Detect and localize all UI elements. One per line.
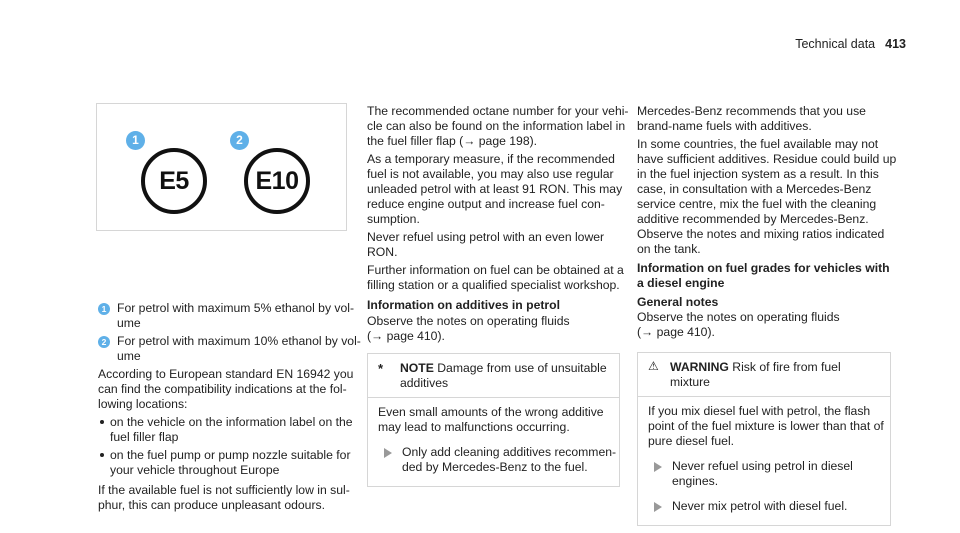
warning-action-item: Never refuel using petrol in diesel engines. <box>648 459 880 489</box>
intro-paragraph: According to European standard EN 16942 you can find the compatibility indications at the fol- lowing locations: <box>98 367 354 411</box>
legend-badge-2: 2 <box>98 336 110 348</box>
callout-badge-1: 1 <box>126 131 145 150</box>
legend-item-1: 1 For petrol with maximum 5% ethanol by vol- ume <box>98 301 358 331</box>
brand-fuel-paragraph: Mercedes-Benz recommends that you use brand-name fuels with additives. <box>637 104 866 133</box>
note-action-item: Only add cleaning additives recommen- ded by Mercedes-Benz to the fuel. <box>378 445 609 475</box>
column-2 <box>367 104 627 487</box>
note-label: NOTE <box>400 361 434 375</box>
list-item: on the vehicle on the information label on the fuel filler flap <box>98 415 358 445</box>
section-title: Technical data <box>795 37 876 51</box>
operating-fluids-paragraph: Observe the notes on operating fluids (→ page 410). <box>367 314 570 343</box>
warning-triangle-icon: ⚠ <box>648 359 659 373</box>
e5-fuel-label-icon <box>141 148 207 214</box>
page-header <box>795 37 906 51</box>
list-item: on the fuel pump or pump nozzle suitable for your vehicle throughout Europe <box>98 448 358 478</box>
e10-fuel-label-icon <box>244 148 310 214</box>
warning-box <box>637 352 891 526</box>
ron-paragraph: Never refuel using petrol with an even lower RON. <box>367 230 605 259</box>
note-body: Even small amounts of the wrong additive may lead to malfunctions occurring. Only add cleaning additives recommen- ded by Mercedes-Benz to the fuel. <box>378 405 617 474</box>
additives-heading: Information on additives in petrol <box>367 298 560 312</box>
warning-title: Risk of fire from fuel mixture <box>670 360 841 389</box>
further-info-paragraph: Further information on fuel can be obtained at a filling station or a qualified specialist workshop. <box>367 263 624 292</box>
legend-badge-1: 1 <box>98 303 110 315</box>
column-3 <box>637 104 897 526</box>
octane-paragraph: The recommended octane number for your vehi- cle can also be found on the information label in the fuel filler flap (→ page 198). <box>367 104 629 148</box>
page-number: 413 <box>885 37 906 51</box>
e10-label-text: E10 <box>255 166 299 195</box>
countries-paragraph: In some countries, the fuel available may not have sufficient additives. Residue could build up in the fuel injection system as a result. In this case, in consultation with a Mercedes-Benz service centre, mix the fuel with the cleaning additive recommended by Mercedes-Benz. Observe the notes and mixing ratios indicated on the tank. <box>637 137 897 256</box>
diesel-heading: Information on fuel grades for vehicles with a diesel engine <box>637 261 890 290</box>
fuel-label-figure <box>96 103 347 231</box>
warning-body: If you mix diesel fuel with petrol, the flash point of the fuel mixture is lower than that of pure diesel fuel. Never refuel using petrol in diesel engines. Never mix petrol with diesel fuel. <box>648 404 884 513</box>
warning-label: WARNING <box>670 360 729 374</box>
note-header <box>368 354 619 398</box>
note-asterisk-icon: * <box>378 361 384 376</box>
diesel-operating-fluids-paragraph: Observe the notes on operating fluids (→ page 410). <box>637 310 840 339</box>
callout-badge-2: 2 <box>230 131 249 150</box>
sulphur-paragraph: If the available fuel is not sufficiently low in sul- phur, this can produce unpleasant odours. <box>98 483 350 512</box>
column-1 <box>98 301 361 516</box>
note-box <box>367 353 620 487</box>
legend-item-2: 2 For petrol with maximum 10% ethanol by vol- ume <box>98 334 358 364</box>
note-title-line: additives <box>400 376 449 390</box>
warning-header <box>638 353 890 397</box>
general-notes-heading: General notes <box>637 295 719 309</box>
e5-label-text: E5 <box>159 166 189 195</box>
note-title-line: Damage from use of unsuitable <box>437 361 607 375</box>
warning-action-item: Never mix petrol with diesel fuel. <box>648 499 880 514</box>
temporary-measure-paragraph: As a temporary measure, if the recommended fuel is not available, you may also use regular unleaded petrol with at least 91 RON. This may reduce engine output and increase fuel con- sumption. <box>367 152 623 226</box>
